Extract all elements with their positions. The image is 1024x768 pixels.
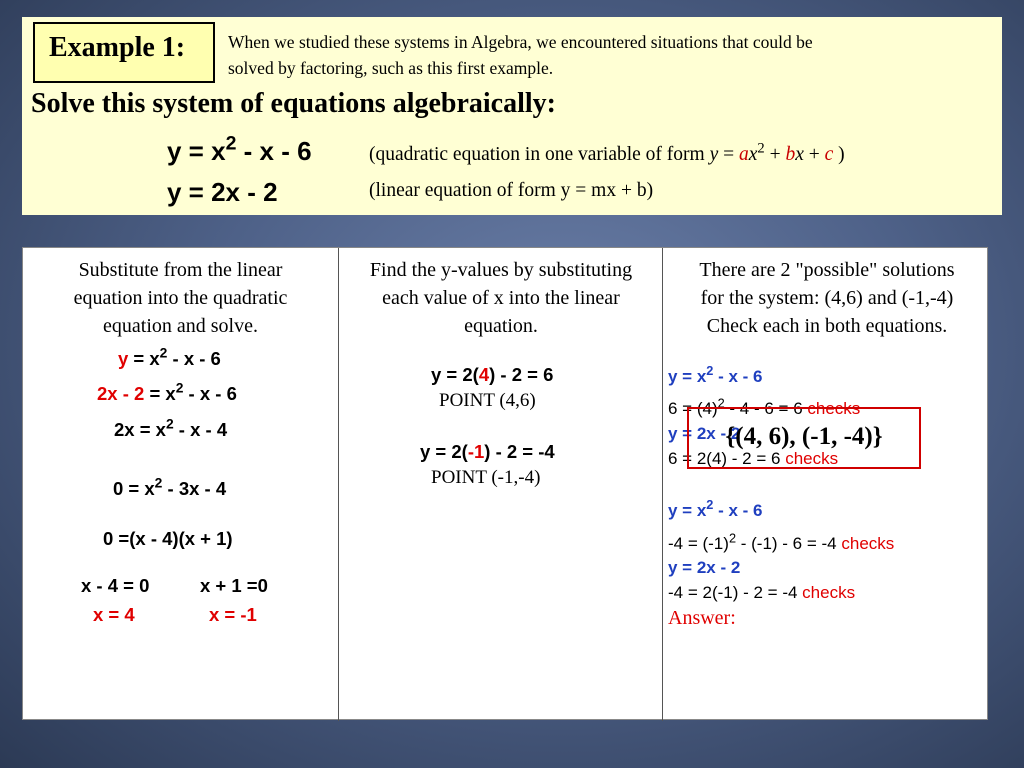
example-label: Example 1: — [49, 32, 186, 63]
system-equation-2: y = 2x - 2 — [167, 177, 278, 207]
col1-factor-2: x + 1 =0 — [200, 575, 268, 596]
col2-point-1: POINT (4,6) — [439, 390, 536, 411]
column-divider-2 — [662, 248, 663, 721]
intro-line-1: When we studied these systems in Algebra, we encountered situations that could be — [228, 32, 813, 52]
col1-factor-1: x - 4 = 0 — [81, 575, 150, 596]
col1-step-1: $y = x^2 - x - 6$ — [118, 344, 221, 369]
column-divider-1 — [338, 248, 339, 721]
example-label-box — [33, 22, 215, 83]
problem-heading: Solve this system of equations algebraically: — [31, 88, 556, 119]
col1-step-3: $2x = x^2 - x - 4$ — [114, 415, 228, 440]
col2-sub-2: y = 2(-1) - 2 = -4 — [420, 441, 555, 462]
col3-description: There are 2 "possible" solutions for the system: (4,6) and (-1,-4) Check each in both equations. — [699, 259, 955, 337]
intro-line-2: solved by factoring, such as this first example. — [228, 58, 554, 78]
col3-check-calc-2: 6 = 2(4) - 2 = 6 checks — [668, 449, 839, 468]
col3-check-eq-1: $y = x^2 - x - 6$ — [668, 363, 763, 386]
col1-description: Substitute from the linear equation into the quadratic equation and solve. — [73, 259, 288, 337]
answer-value: {(4, 6), (-1, -4)} — [725, 423, 883, 450]
solution-table — [22, 247, 988, 720]
col3-check-calc-3: $-4 = (-1)^2 - (-1) - 6 = -4$ checks — [668, 530, 895, 553]
col3-check-calc-4: -4 = 2(-1) - 2 = -4 checks — [668, 583, 856, 602]
col1-step-4: $0 = x^2 - 3x - 4$ — [113, 474, 227, 499]
col2-description: Find the y-values by substituting each value of x into the linear equation. — [369, 259, 633, 337]
col2-sub-1: y = 2(4) - 2 = 6 — [431, 364, 554, 385]
col1-root-1: x = 4 — [93, 604, 135, 625]
col3-check-eq-4: y = 2x - 2 — [668, 558, 741, 577]
col1-step-2: $2x - 2 = x^2 - x - 6$ — [97, 379, 237, 404]
equation-2-note: (linear equation of form y = mx + b) — [369, 180, 654, 201]
equation-1-note: (quadratic equation in one variable of form $y = ax^2$ + bx + c ) — [369, 140, 845, 165]
answer-box — [687, 407, 921, 469]
system-equation-1: $y = x^2 - x - 6$ — [167, 132, 312, 166]
col1-root-2: x = -1 — [209, 604, 257, 625]
intro-text — [228, 29, 988, 81]
col2-point-2: POINT (-1,-4) — [431, 467, 541, 488]
answer-label: Answer: — [668, 607, 736, 629]
col3-check-eq-3: $y = x^2 - x - 6$ — [668, 497, 763, 520]
col1-step-5: 0 =(x - 4)(x + 1) — [103, 528, 233, 549]
col3-check-calc-1: $6 = (4)^2 - 4 - 6 = 6$ checks — [668, 395, 861, 418]
col3-check-eq-2: y = 2x - 2 — [668, 424, 741, 443]
problem-panel — [22, 17, 1002, 215]
